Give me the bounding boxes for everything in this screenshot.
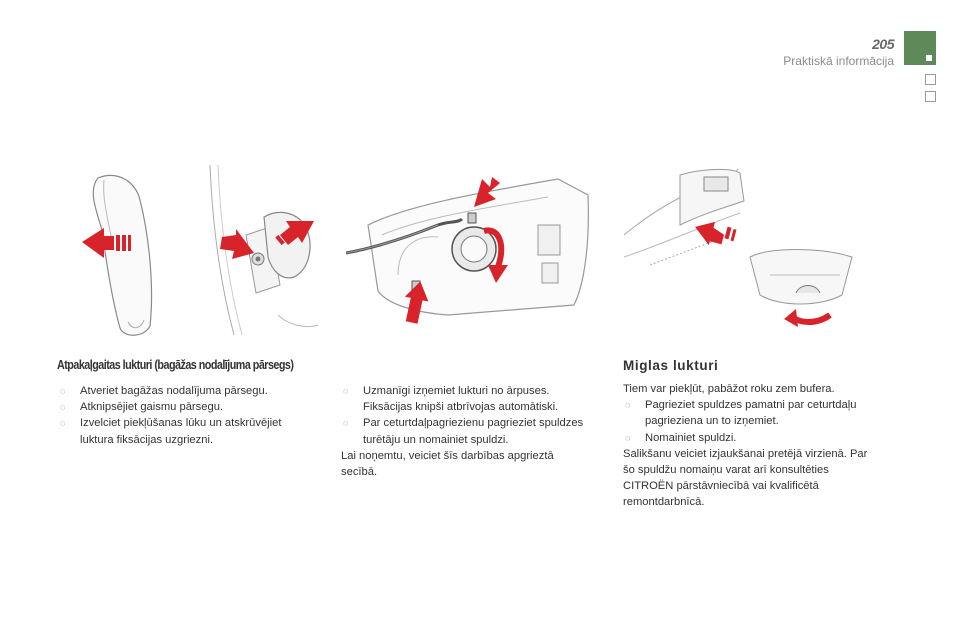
bullet-icon: ◌ xyxy=(60,418,66,429)
chapter-tab xyxy=(904,31,936,65)
illustration-lamp-unit xyxy=(338,165,606,343)
left-column-text xyxy=(58,383,308,448)
illustration-trim-cover xyxy=(58,170,176,342)
middle-note: Lai noņemtu, veiciet šīs darbības apgrieztā secībā. xyxy=(341,449,554,479)
fog-lamps-heading: Miglas lukturi xyxy=(623,358,719,373)
bullet-icon: ◌ xyxy=(343,418,349,429)
chapter-box-2 xyxy=(925,91,936,102)
list-item: ◌ Par ceturtdaļpagriezienu pagrieziet spuldzes turētāju un nomainiet spuldzi. xyxy=(343,417,584,446)
chapter-box-1 xyxy=(925,74,936,85)
list-item: ◌ Pagrieziet spuldzes pamatni par ceturtdaļu pagrieziena un to izņemiet. xyxy=(625,399,857,428)
bullet-icon: ◌ xyxy=(625,432,631,443)
reversing-lamps-heading: Atpakaļgaitas lukturi (bagāžas nodalījuma pārsegs) xyxy=(57,358,294,372)
bullet-icon: ◌ xyxy=(60,386,66,396)
bullet-icon: ◌ xyxy=(60,402,66,413)
right-column-text xyxy=(623,381,873,511)
section-title: Praktiskā informācija xyxy=(783,54,894,68)
rotate-arrow-icon xyxy=(784,309,830,327)
list-item: ◌ Atveriet bagāžas nodalījuma pārsegu. xyxy=(58,383,308,399)
bullet-icon: ◌ xyxy=(625,400,631,411)
illustration-access-hatch xyxy=(198,165,320,343)
chapter-tab-marker xyxy=(926,55,932,61)
list-item: ◌ Izvelciet piekļūšanas lūku un atskrūvējiet luktura fiksācijas uzgriezni. xyxy=(60,417,282,446)
right-intro: Tiem var piekļūt, pabāžot roku zem bufera. xyxy=(623,383,835,395)
illustration-fog-lamp xyxy=(620,165,860,333)
arrow-left-icon xyxy=(691,217,736,248)
bullet-icon: ◌ xyxy=(343,386,349,396)
page-number: 205 xyxy=(872,36,894,52)
right-note: Salikšanu veiciet izjaukšanai pretējā virzienā. Par šo spuldžu nomaiņu varat arī konsultēties CITROËN pārstāvniecībā vai kvalificētā remontdarbnīcā. xyxy=(623,447,868,509)
list-item: ◌ Uzmanīgi izņemiet lukturi no ārpuses. Fiksācijas knipši atbrīvojas automātiski. xyxy=(343,385,559,414)
list-item: ◌ Atknipsējiet gaismu pārsegu. xyxy=(58,399,308,415)
middle-column-text xyxy=(341,383,591,480)
list-item: ◌ Nomainiet spuldzi. xyxy=(623,430,873,446)
